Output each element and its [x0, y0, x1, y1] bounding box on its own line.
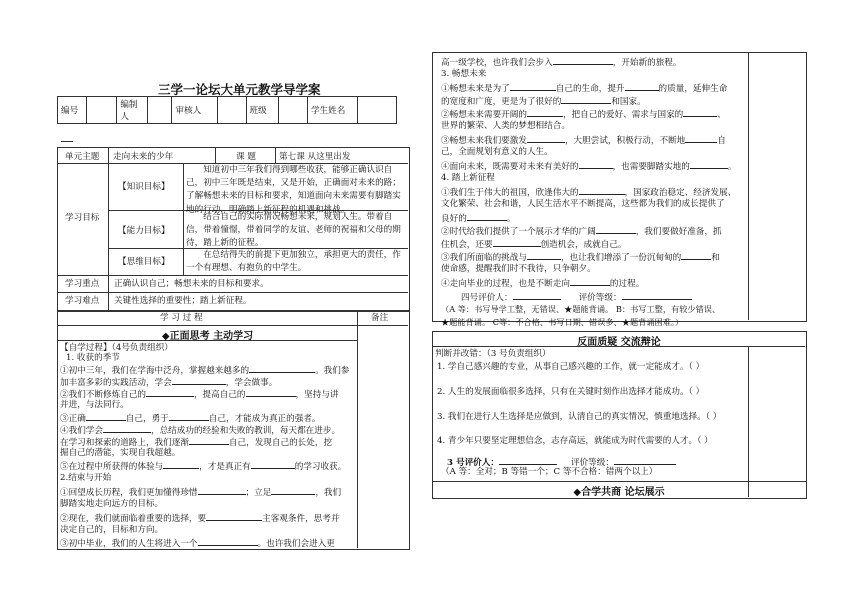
blank[interactable] [596, 224, 636, 234]
short-divider [61, 141, 73, 142]
difficult-text: 关键性选择的重要性；踏上新征程。 [114, 296, 252, 306]
meta-author-label: 编制人 [117, 97, 148, 124]
difficult-label: 学习难点 [65, 296, 100, 306]
s2-line2: 脚踏实地走向远方的目标。 [60, 499, 164, 509]
goal-ability-text: 结合自己的实际情况畅想未来，规划人生。带着自信，带着憧憬，带着同学的友谊、老师的祝福和父母的期待，踏上新的征程。 [186, 212, 401, 249]
s1-line3: ②我们不断修炼自己的 ，提高自己的 ，坚持与讲 [60, 387, 339, 402]
s1-head: 1. 收获的季节 [66, 353, 120, 363]
goal-knowledge-text: 知道初中三年我们得到哪些收获，能够正确认识自己，初中三年既是结束，又是开始，正确面对未来的路；了解畅想未来的目标和要求，知道面向未来需要有脚踏实地的行动，明确踏上新征程的机遇和挑战。 [186, 165, 401, 215]
s4-line3: 良好的 。 [441, 211, 515, 226]
judge-item-3: 3. 我们在进行人生选择是应做到，认清自己的真实情况，慎重地选择。（ ） [437, 412, 722, 422]
meta-class-label: 班级 [246, 97, 279, 124]
blank[interactable] [553, 55, 613, 65]
goal-moral-label: 【思维目标】 [118, 257, 170, 267]
meta-reviewer-value[interactable] [217, 97, 246, 124]
s2-head: 2.结束与开始 [60, 473, 112, 483]
eval4-row: 四号评价人： 评价等级： [461, 290, 692, 305]
blank[interactable] [251, 459, 295, 469]
section3-title: ◆合学共商 论坛展示 [573, 487, 665, 498]
eval4-name-field[interactable] [513, 290, 561, 300]
blank[interactable] [246, 387, 296, 397]
s4-line7: 使命感，提醒我们时不我待，只争朝夕。 [441, 264, 596, 274]
blank[interactable] [146, 387, 194, 397]
process-label: 学 习 过 程 [160, 313, 203, 323]
key-text: 正确认识自己；畅想未来的目标和要求。 [114, 279, 269, 289]
blank[interactable] [86, 411, 126, 421]
blank[interactable] [685, 133, 717, 143]
blank[interactable] [172, 375, 226, 385]
lesson-label: 课 题 [236, 152, 256, 162]
judge-header: 判断并改错：（3 号负责组织） [435, 349, 551, 359]
section2-title: 反面质疑 交流辩论 [577, 337, 661, 348]
s2-line3: ②现在，我们就面临着重要的选择，要 主客观条件，思考并 [60, 511, 339, 526]
s3-line7: ④面向未来，既需要对未来有美好的 ，也需要脚踏实地的 。 [441, 159, 736, 174]
goal-ability-label: 【能力目标】 [118, 226, 170, 236]
blank[interactable] [625, 81, 659, 91]
s2-line5-row: ③初中毕业，我们的人生将进入一个 。也许我们会进入更 [60, 536, 335, 551]
s1-line4: 并进，与法同行。 [60, 400, 129, 410]
blank[interactable] [579, 159, 613, 169]
s3-line2: 的宽度和广度，更是为了很好的 和国家。 [441, 94, 646, 109]
goal-knowledge-label: 【知识目标】 [118, 182, 170, 192]
blank[interactable] [527, 133, 565, 143]
eval3-name-field[interactable] [499, 455, 557, 465]
s1-line6: ④我们学会 ，总结成功的经验和失败的教训，每天都在进步。 [60, 423, 340, 438]
s1-line9: ⑤在过程中所获得的体验与 ，才是真正有 的学习收获。 [60, 459, 346, 474]
s1-line7: 在学习和探索的道路上，我们逐渐 自己，发现自己的长处，挖 [60, 435, 332, 450]
meta-number-label: 编号 [58, 97, 87, 124]
blank[interactable] [570, 276, 610, 286]
unit-label: 单元主题 [65, 152, 100, 162]
meta-table [57, 96, 397, 124]
blank[interactable] [198, 485, 246, 495]
eval4-grade-field[interactable] [622, 290, 692, 300]
eval3-grade-field[interactable] [614, 455, 676, 465]
judge-item-2: 2. 人生的发展面临很多选择，只有在关键时刻作出选择才能成功。（ ） [437, 387, 705, 397]
blank[interactable] [189, 435, 229, 445]
blank[interactable] [579, 185, 625, 195]
blank[interactable] [510, 81, 556, 91]
blank[interactable] [271, 485, 315, 495]
document-title: 三学一论坛大单元教学导学案 [158, 82, 321, 97]
section1-title: ◆正面思考 主动学习 [161, 331, 254, 342]
blank[interactable] [249, 363, 315, 373]
blank[interactable] [681, 250, 711, 260]
s3-line6: 己，全面规划有意义的人生。 [441, 147, 553, 157]
meta-author-value[interactable] [148, 97, 172, 124]
s4-line5: 住机会，还要 创造机会，成就自己。 [441, 237, 627, 252]
s3-line1: ①畅想未来是为了 自己的生命，提升 的质量，延伸生命 [441, 81, 727, 96]
blank[interactable] [163, 459, 199, 469]
meta-student-label: 学生姓名 [307, 97, 357, 124]
unit-value: 走向未来的少年 [113, 152, 174, 162]
key-label: 学习重点 [65, 279, 100, 289]
s4-line4: ②时代给我们提供了一个展示才华的广阔 ，我们要做好准备，抓 [441, 224, 722, 239]
s3-line3: ②畅想未来需要开阔的 ，把自己的爱好、需求与国家的 、 [441, 107, 726, 122]
goals-label: 学习目标 [65, 213, 100, 223]
blank[interactable] [493, 237, 541, 247]
s4-line8: ④走向毕业的过程，也是不断走向 的过程。 [441, 276, 644, 291]
s2-line4: 决定自己的，目标和方向。 [60, 525, 164, 535]
notes-label: 备注 [371, 313, 389, 323]
judge-item-4: 4. 青少年只要坚定理想信念，志存高远，就能成为时代需要的人才。（ ） [437, 436, 713, 446]
goal-moral-text: 在总结得失的前提下更加独立，承担更大的责任，作一个有理想、有抱负的中学生。 [186, 250, 401, 274]
meta-number-value[interactable] [86, 97, 117, 124]
blank[interactable] [198, 536, 258, 546]
s2-line1: ①回望成长历程，我们更加懂得珍惜 ；立足 ，我们 [60, 485, 341, 500]
blank[interactable] [690, 159, 728, 169]
blank[interactable] [527, 250, 561, 260]
lesson-value: 第七课 从这里出发 [279, 152, 351, 162]
blank[interactable] [169, 411, 209, 421]
self-study-header: 【自学过程】（4号负责组织） [60, 343, 173, 353]
eval4-note2: ★题能背诵。 C等：不合格、书写日期、错误多、★题背诵困难。） [441, 317, 684, 327]
meta-reviewer-label: 审核人 [172, 97, 218, 124]
blank[interactable] [467, 211, 507, 221]
r-line1: 高一级学校，也许我们会步入 ，开始新的旅程。 [441, 55, 682, 70]
s3-line4: 世界的繁荣、人类的梦想相结合。 [441, 121, 570, 131]
meta-class-value[interactable] [279, 97, 308, 124]
s4-line6: ③我们所面临的挑战与 ，也让我们增添了一份沉甸甸的 和 [441, 250, 720, 265]
s1-line8: 掘自己的潜能，实现自我超越。 [60, 448, 181, 458]
blank[interactable] [103, 423, 151, 433]
s1-line2: 加丰富多彩的实践活动，学会 ，学会做事。 [60, 375, 277, 390]
blank[interactable] [206, 511, 262, 521]
meta-student-value[interactable] [357, 97, 396, 124]
s1-line5: ③正确 自己，勇于 自己，才能成为真正的强者。 [60, 411, 321, 426]
s4-head: 4. 踏上新征程 [441, 173, 495, 183]
blank[interactable] [683, 107, 717, 117]
eval3-row: 3 号评价人： 评价等级： [447, 455, 676, 470]
s4-line1: ①我们生于伟大的祖国，欣逢伟大的 ，国家政治稳定、经济发展、 [441, 185, 736, 200]
blank[interactable] [527, 107, 563, 117]
s3-line5: ③畅想未来我们要激发 ，大胆尝试，积极行动，不断地 自 [441, 133, 726, 148]
judge-item-1: 1. 学自己感兴趣的专业，从事自己感兴趣的工作，就一定能成才。（ ） [437, 362, 705, 372]
s1-line1: ①初中三年，我们在学海中泛舟，掌握越来越多的 。我们参 [60, 363, 349, 378]
eval3-note: （A 等：全对；B 等错一个；C 等不合格：错两个以上） [441, 467, 658, 477]
eval4-note1: （A 等：书写导学工整，无错误、★题能背诵。 B：书写工整，有较少错误、 [441, 304, 721, 314]
s3-head: 3. 畅想未来 [441, 69, 487, 79]
blank[interactable] [561, 94, 611, 104]
s4-line2: 文化繁荣、社会和谐，人民生活水平不断提高，这些都为我们的成长提供了 [441, 199, 725, 209]
